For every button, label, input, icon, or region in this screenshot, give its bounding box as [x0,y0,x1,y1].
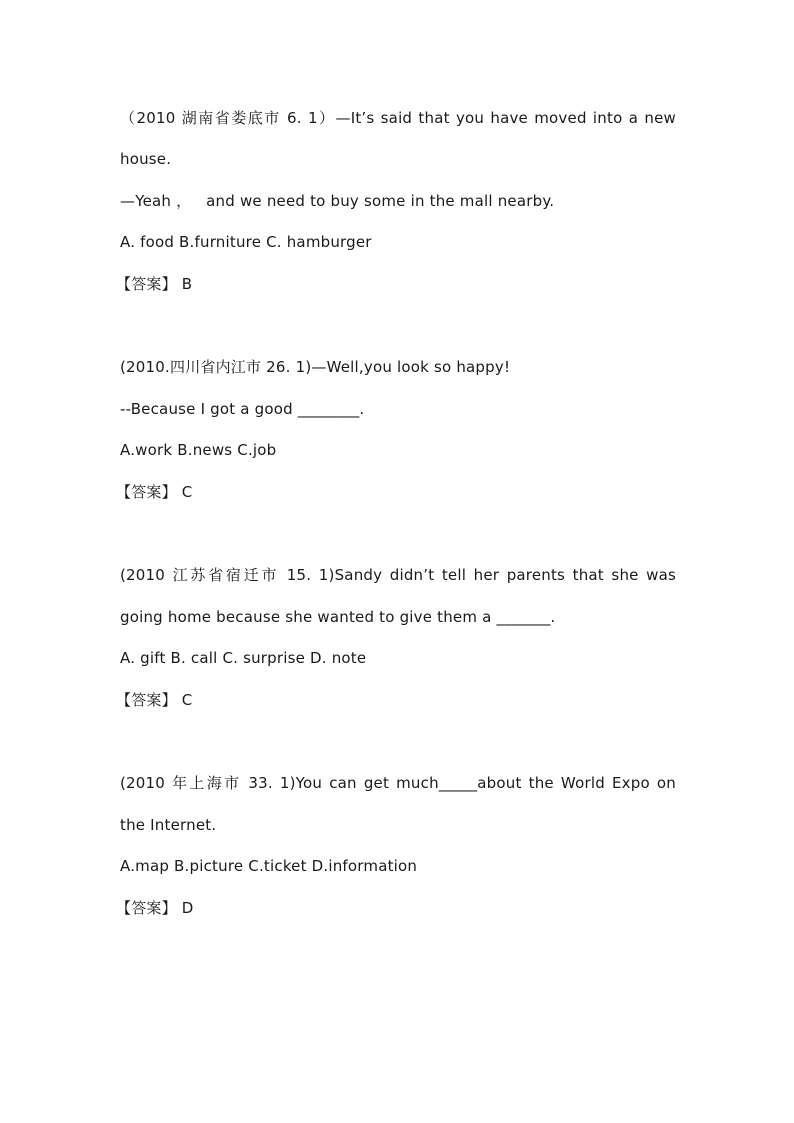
question-2-reply: --Because I got a good ________. [120,400,365,418]
question-4-stem-line2: the Internet. [120,816,217,834]
question-1-answer: 【答案】 B [116,275,193,293]
question-1-stem-line2: house. [120,150,172,168]
question-4-answer: 【答案】 D [116,899,194,917]
question-2-answer: 【答案】 C [116,483,193,501]
question-2-options: A.work B.news C.job [120,441,277,459]
question-4-options: A.map B.picture C.ticket D.information [120,857,418,875]
question-2-stem-line1: (2010.四川省内江市 26. 1)—Well,you look so happy! [120,358,511,376]
question-1-stem-line1: （2010 湖南省娄底市 6. 1）—It’s said that you have moved into a new [120,109,676,127]
question-3-stem-line2: going home because she wanted to give them a _______. [120,608,556,626]
question-1-options: A. food B.furniture C. hamburger [120,233,372,251]
question-3-answer: 【答案】 C [116,691,193,709]
question-3-options: A. gift B. call C. surprise D. note [120,649,367,667]
question-4-stem-line1: (2010 年上海市 33. 1)You can get much_____about the World Expo on [120,774,676,792]
question-1-reply: —Yeah ， and we need to buy some in the mall nearby. [120,192,555,210]
question-3-stem-line1: (2010 江苏省宿迁市 15. 1)Sandy didn’t tell her parents that she was [120,566,676,584]
